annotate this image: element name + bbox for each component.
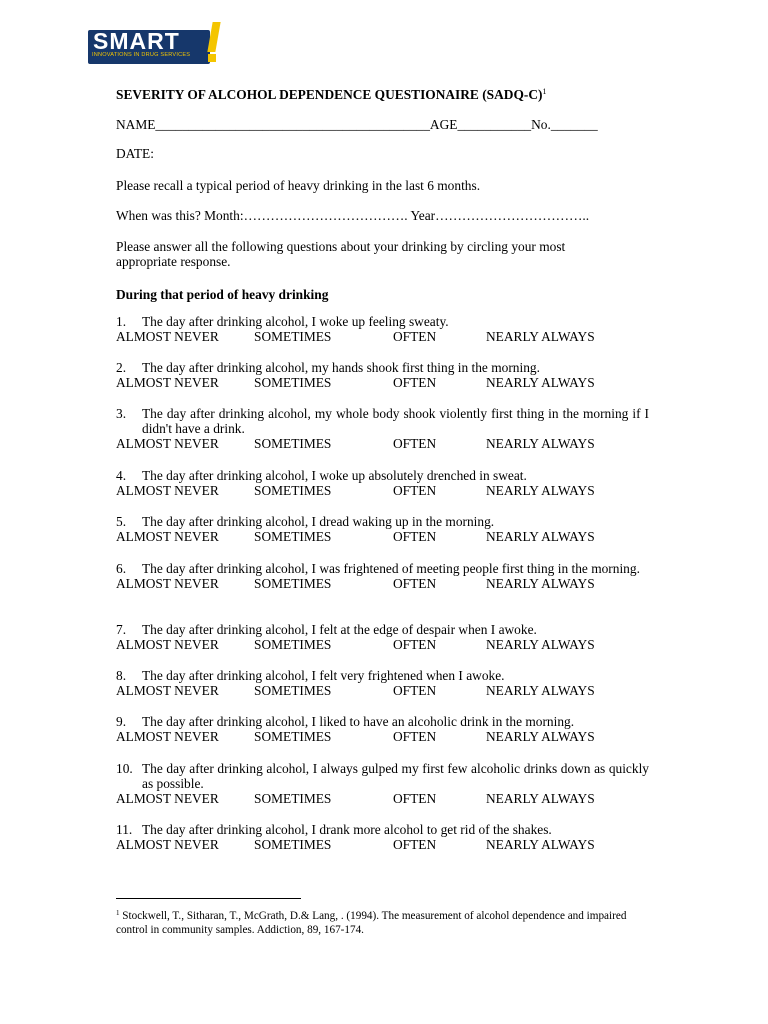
question-item	[116, 714, 649, 744]
when-line: When was this? Month:………………………………. Year……………………………..	[116, 208, 590, 223]
question-body: The day after drinking alcohol, I woke up absolutely drenched in sweat.	[142, 468, 527, 483]
response-options	[116, 637, 649, 652]
question-item	[116, 822, 649, 852]
response-option[interactable]: ALMOST NEVER	[116, 729, 219, 744]
response-option[interactable]: SOMETIMES	[254, 791, 332, 806]
response-option[interactable]: SOMETIMES	[254, 837, 332, 852]
footnote-mark: 1	[116, 909, 120, 917]
response-option[interactable]: OFTEN	[393, 375, 437, 390]
response-option[interactable]: OFTEN	[393, 483, 437, 498]
response-option[interactable]: NEARLY ALWAYS	[486, 576, 595, 591]
question-number: 4.	[116, 468, 127, 483]
response-option[interactable]: OFTEN	[393, 637, 437, 652]
question-body: The day after drinking alcohol, my whole body shook violently first thing in the morning if I didn't have a drink.	[142, 406, 649, 436]
response-options	[116, 576, 649, 591]
response-option[interactable]: OFTEN	[393, 837, 437, 852]
response-option[interactable]: OFTEN	[393, 729, 437, 744]
response-option[interactable]: SOMETIMES	[254, 637, 332, 652]
response-option[interactable]: OFTEN	[393, 529, 437, 544]
question-item	[116, 761, 649, 806]
response-option[interactable]: OFTEN	[393, 576, 437, 591]
question-body: The day after drinking alcohol, I dread waking up in the morning.	[142, 514, 495, 529]
response-option[interactable]: ALMOST NEVER	[116, 791, 219, 806]
question-number: 5.	[116, 514, 127, 529]
question-body: The day after drinking alcohol, my hands shook first thing in the morning.	[142, 360, 540, 375]
response-option[interactable]: OFTEN	[393, 683, 437, 698]
question-text	[116, 514, 649, 529]
response-option[interactable]: SOMETIMES	[254, 729, 332, 744]
response-option[interactable]: ALMOST NEVER	[116, 329, 219, 344]
question-body: The day after drinking alcohol, I felt very frightened when I awoke.	[142, 668, 505, 683]
name-age-no-fields: NAME_________________________________________AGE___________No._______	[116, 117, 598, 132]
response-options	[116, 837, 649, 852]
question-text	[116, 468, 649, 483]
question-item	[116, 514, 649, 544]
response-option[interactable]: SOMETIMES	[254, 436, 332, 451]
question-body: The day after drinking alcohol, I liked to have an alcoholic drink in the morning.	[142, 714, 575, 729]
question-text	[116, 822, 649, 837]
logo-tagline: INNOVATIONS IN DRUG SERVICES	[92, 52, 191, 58]
exclamation-icon	[207, 22, 221, 64]
response-option[interactable]: NEARLY ALWAYS	[486, 729, 595, 744]
question-number: 1.	[116, 314, 127, 329]
response-option[interactable]: NEARLY ALWAYS	[486, 329, 595, 344]
question-body: The day after drinking alcohol, I was frightened of meeting people first thing in the morning.	[142, 561, 640, 576]
response-option[interactable]: ALMOST NEVER	[116, 436, 219, 451]
recall-instruction: Please recall a typical period of heavy drinking in the last 6 months.	[116, 178, 481, 193]
question-text	[116, 668, 649, 683]
response-option[interactable]: NEARLY ALWAYS	[486, 483, 595, 498]
response-option[interactable]: NEARLY ALWAYS	[486, 529, 595, 544]
response-option[interactable]: ALMOST NEVER	[116, 837, 219, 852]
response-option[interactable]: ALMOST NEVER	[116, 375, 219, 390]
response-option[interactable]: OFTEN	[393, 791, 437, 806]
response-option[interactable]: NEARLY ALWAYS	[486, 436, 595, 451]
response-option[interactable]: SOMETIMES	[254, 329, 332, 344]
response-option[interactable]: NEARLY ALWAYS	[486, 637, 595, 652]
response-options	[116, 329, 649, 344]
question-body: The day after drinking alcohol, I woke up feeling sweaty.	[142, 314, 449, 329]
response-option[interactable]: OFTEN	[393, 436, 437, 451]
response-option[interactable]: NEARLY ALWAYS	[486, 837, 595, 852]
response-option[interactable]: SOMETIMES	[254, 483, 332, 498]
response-option[interactable]: ALMOST NEVER	[116, 529, 219, 544]
question-item	[116, 360, 649, 390]
question-number: 10.	[116, 761, 133, 776]
response-option[interactable]: NEARLY ALWAYS	[486, 791, 595, 806]
question-text	[116, 714, 649, 729]
footnote	[116, 906, 646, 937]
response-options	[116, 436, 649, 451]
question-text	[116, 314, 649, 329]
question-text	[116, 406, 649, 436]
question-number: 11.	[116, 822, 133, 837]
response-option[interactable]: SOMETIMES	[254, 576, 332, 591]
response-options	[116, 683, 649, 698]
question-number: 8.	[116, 668, 127, 683]
response-options	[116, 729, 649, 744]
page-title	[116, 84, 546, 102]
question-text	[116, 360, 649, 375]
title-footnote-ref: 1	[542, 87, 547, 96]
title-text: SEVERITY OF ALCOHOL DEPENDENCE QUESTIONAIRE (SADQ-C)	[116, 87, 543, 102]
question-item	[116, 668, 649, 698]
response-option[interactable]: NEARLY ALWAYS	[486, 375, 595, 390]
response-option[interactable]: ALMOST NEVER	[116, 637, 219, 652]
answer-instructions: Please answer all the following questions about your drinking by circling your most appropriate response.	[116, 239, 566, 269]
response-option[interactable]: ALMOST NEVER	[116, 576, 219, 591]
question-number: 3.	[116, 406, 127, 421]
response-option[interactable]: OFTEN	[393, 329, 437, 344]
question-item	[116, 314, 649, 344]
response-option[interactable]: ALMOST NEVER	[116, 683, 219, 698]
response-options	[116, 375, 649, 390]
response-option[interactable]: SOMETIMES	[254, 375, 332, 390]
question-number: 9.	[116, 714, 127, 729]
question-body: The day after drinking alcohol, I drank more alcohol to get rid of the shakes.	[142, 822, 552, 837]
question-text	[116, 561, 649, 576]
section-heading: During that period of heavy drinking	[116, 287, 329, 302]
response-options	[116, 483, 649, 498]
question-text	[116, 761, 649, 791]
response-options	[116, 529, 649, 544]
question-number: 2.	[116, 360, 127, 375]
response-option[interactable]: NEARLY ALWAYS	[486, 683, 595, 698]
question-body: The day after drinking alcohol, I always gulped my first few alcoholic drinks down as quickly as possible.	[142, 761, 649, 791]
question-item	[116, 468, 649, 498]
question-item	[116, 561, 649, 591]
question-body: The day after drinking alcohol, I felt at the edge of despair when I awoke.	[142, 622, 537, 637]
response-option[interactable]: SOMETIMES	[254, 683, 332, 698]
question-text	[116, 622, 649, 637]
question-number: 6.	[116, 561, 127, 576]
footnote-divider	[116, 898, 301, 899]
response-options	[116, 791, 649, 806]
date-label: DATE:	[116, 146, 154, 161]
logo-word: SMART	[93, 28, 180, 54]
smart-logo	[88, 22, 222, 66]
response-option[interactable]: SOMETIMES	[254, 529, 332, 544]
footnote-text: Stockwell, T., Sitharan, T., McGrath, D.& Lang, . (1994). The measurement of alcohol dependence and impaired control in community samples. Addiction, 89, 167-174.	[116, 910, 627, 936]
question-item	[116, 406, 649, 451]
question-number: 7.	[116, 622, 127, 637]
response-option[interactable]: ALMOST NEVER	[116, 483, 219, 498]
question-item	[116, 622, 649, 652]
